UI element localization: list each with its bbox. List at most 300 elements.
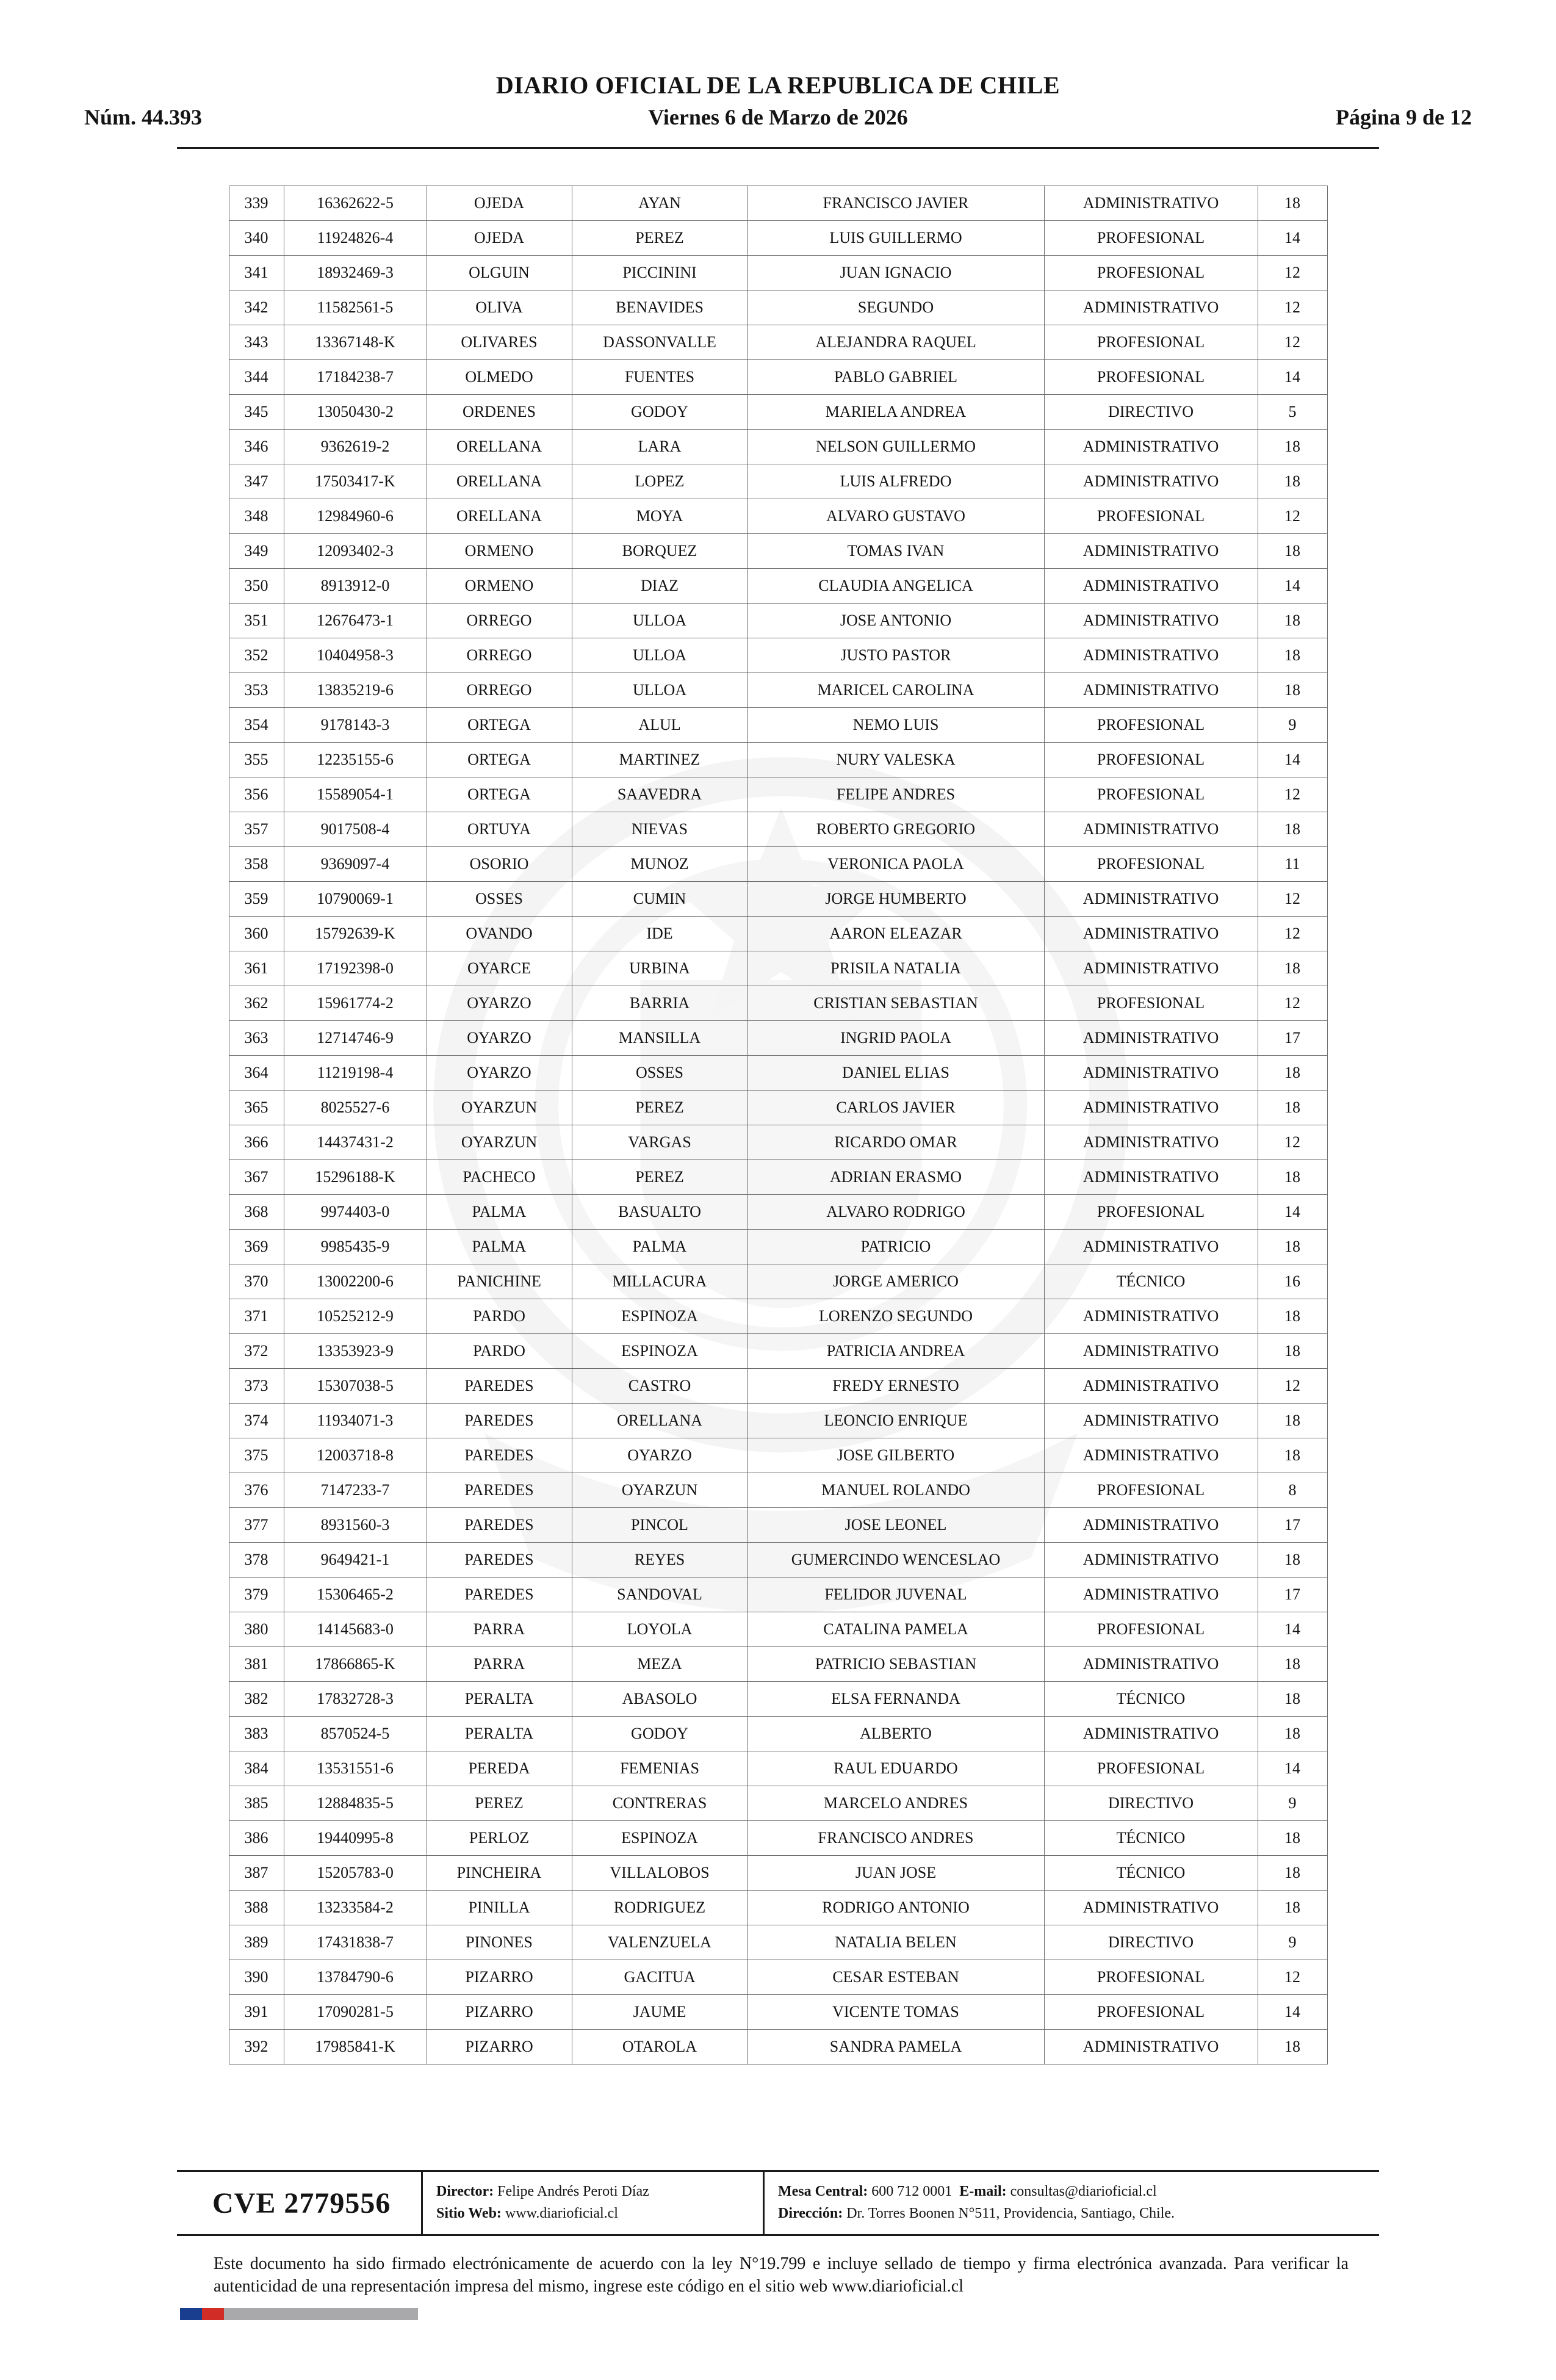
estamento: PROFESIONAL (1044, 360, 1258, 395)
rut: 9362619-2 (284, 430, 427, 464)
nombres: JUAN JOSE (747, 1856, 1044, 1891)
row-number: 381 (229, 1647, 284, 1682)
rut: 12235155-6 (284, 743, 427, 777)
apellido-materno: MEZA (572, 1647, 747, 1682)
nombres: FELIDOR JUVENAL (747, 1578, 1044, 1612)
apellido-paterno: ORDENES (427, 395, 572, 430)
estamento: ADMINISTRATIVO (1044, 1299, 1258, 1334)
apellido-paterno: PINONES (427, 1925, 572, 1960)
row-number: 358 (229, 847, 284, 882)
apellido-paterno: ORTEGA (427, 708, 572, 743)
estamento: ADMINISTRATIVO (1044, 1160, 1258, 1195)
grado: 18 (1258, 638, 1327, 673)
rut: 9649421-1 (284, 1543, 427, 1578)
row-number: 353 (229, 673, 284, 708)
flag-red-segment (202, 2308, 224, 2320)
page-number: Página 9 de 12 (1335, 105, 1472, 129)
table-row (229, 1717, 1327, 1751)
director-label: Director: (436, 2183, 494, 2200)
phone-value: 600 712 0001 (871, 2183, 953, 2200)
rut: 13002200-6 (284, 1264, 427, 1299)
apellido-materno: JAUME (572, 1995, 747, 2030)
row-number: 357 (229, 812, 284, 847)
grado: 16 (1258, 1264, 1327, 1299)
nombres: JOSE GILBERTO (747, 1438, 1044, 1473)
apellido-materno: LARA (572, 430, 747, 464)
rut: 17503417-K (284, 464, 427, 499)
row-number: 370 (229, 1264, 284, 1299)
grado: 14 (1258, 1195, 1327, 1230)
estamento: ADMINISTRATIVO (1044, 882, 1258, 917)
nombres: GUMERCINDO WENCESLAO (747, 1543, 1044, 1578)
grado: 14 (1258, 221, 1327, 256)
grado: 14 (1258, 360, 1327, 395)
grado: 12 (1258, 256, 1327, 290)
estamento: ADMINISTRATIVO (1044, 1021, 1258, 1056)
nombres: MARICEL CAROLINA (747, 673, 1044, 708)
row-number: 350 (229, 569, 284, 604)
apellido-materno: FUENTES (572, 360, 747, 395)
estamento: ADMINISTRATIVO (1044, 673, 1258, 708)
table-row (229, 569, 1327, 604)
nombres: LORENZO SEGUNDO (747, 1299, 1044, 1334)
apellido-paterno: PIZARRO (427, 1995, 572, 2030)
footer-contact-block (763, 2172, 1379, 2234)
email-value: consultas@diarioficial.cl (1010, 2183, 1157, 2200)
chile-flag-mark (180, 2308, 418, 2320)
director-value: Felipe Andrés Peroti Díaz (497, 2183, 649, 2200)
row-number: 368 (229, 1195, 284, 1230)
estamento: PROFESIONAL (1044, 256, 1258, 290)
estamento: ADMINISTRATIVO (1044, 1404, 1258, 1438)
estamento: ADMINISTRATIVO (1044, 2030, 1258, 2064)
rut: 9369097-4 (284, 847, 427, 882)
estamento: PROFESIONAL (1044, 1473, 1258, 1508)
estamento: ADMINISTRATIVO (1044, 1091, 1258, 1125)
nombres: CESAR ESTEBAN (747, 1960, 1044, 1995)
apellido-materno: BASUALTO (572, 1195, 747, 1230)
director-line (436, 2183, 757, 2201)
rut: 15792639-K (284, 917, 427, 951)
row-number: 343 (229, 325, 284, 360)
apellido-materno: IDE (572, 917, 747, 951)
apellido-paterno: ORMENO (427, 534, 572, 569)
nombres: PATRICIO SEBASTIAN (747, 1647, 1044, 1682)
rut: 9974403-0 (284, 1195, 427, 1230)
rut: 8570524-5 (284, 1717, 427, 1751)
apellido-paterno: PAREDES (427, 1508, 572, 1543)
apellido-paterno: PEREZ (427, 1786, 572, 1821)
grado: 17 (1258, 1578, 1327, 1612)
apellido-materno: ESPINOZA (572, 1299, 747, 1334)
apellido-materno: ULLOA (572, 604, 747, 638)
nombres: INGRID PAOLA (747, 1021, 1044, 1056)
estamento: ADMINISTRATIVO (1044, 1438, 1258, 1473)
nombres: ADRIAN ERASMO (747, 1160, 1044, 1195)
nombres: PATRICIO (747, 1230, 1044, 1264)
apellido-paterno: OYARZO (427, 1021, 572, 1056)
apellido-materno: CONTRERAS (572, 1786, 747, 1821)
nombres: SANDRA PAMELA (747, 2030, 1044, 2064)
apellido-paterno: PIZARRO (427, 1960, 572, 1995)
apellido-materno: VARGAS (572, 1125, 747, 1160)
row-number: 360 (229, 917, 284, 951)
apellido-paterno: ORTEGA (427, 743, 572, 777)
rut: 17832728-3 (284, 1682, 427, 1717)
apellido-paterno: PERALTA (427, 1682, 572, 1717)
apellido-paterno: ORELLANA (427, 499, 572, 534)
table-row (229, 430, 1327, 464)
rut: 13233584-2 (284, 1891, 427, 1925)
nombres: JOSE ANTONIO (747, 604, 1044, 638)
apellido-paterno: PAREDES (427, 1543, 572, 1578)
estamento: ADMINISTRATIVO (1044, 534, 1258, 569)
apellido-materno: REYES (572, 1543, 747, 1578)
estamento: DIRECTIVO (1044, 1925, 1258, 1960)
rut: 10790069-1 (284, 882, 427, 917)
rut: 15306465-2 (284, 1578, 427, 1612)
rut: 13050430-2 (284, 395, 427, 430)
rut: 9178143-3 (284, 708, 427, 743)
nombres: MANUEL ROLANDO (747, 1473, 1044, 1508)
table-row (229, 1160, 1327, 1195)
apellido-paterno: PERALTA (427, 1717, 572, 1751)
nombres: JORGE AMERICO (747, 1264, 1044, 1299)
row-number: 388 (229, 1891, 284, 1925)
row-number: 377 (229, 1508, 284, 1543)
rut: 12093402-3 (284, 534, 427, 569)
apellido-materno: PICCININI (572, 256, 747, 290)
apellido-materno: OTAROLA (572, 2030, 747, 2064)
estamento: ADMINISTRATIVO (1044, 186, 1258, 221)
rut: 12003718-8 (284, 1438, 427, 1473)
table-row (229, 708, 1327, 743)
estamento: ADMINISTRATIVO (1044, 1125, 1258, 1160)
table-row (229, 1960, 1327, 1995)
grado: 18 (1258, 1682, 1327, 1717)
estamento: ADMINISTRATIVO (1044, 812, 1258, 847)
page-header (0, 71, 1556, 149)
apellido-paterno: ORREGO (427, 673, 572, 708)
apellido-materno: PEREZ (572, 1160, 747, 1195)
row-number: 348 (229, 499, 284, 534)
nombres: CLAUDIA ANGELICA (747, 569, 1044, 604)
estamento: PROFESIONAL (1044, 1995, 1258, 2030)
table-row (229, 290, 1327, 325)
rut: 18932469-3 (284, 256, 427, 290)
apellido-paterno: PINILLA (427, 1891, 572, 1925)
nombres: ALVARO RODRIGO (747, 1195, 1044, 1230)
row-number: 342 (229, 290, 284, 325)
rut: 17431838-7 (284, 1925, 427, 1960)
row-number: 364 (229, 1056, 284, 1091)
nombres: CRISTIAN SEBASTIAN (747, 986, 1044, 1021)
legal-notice: Este documento ha sido firmado electrónicamente de acuerdo con la ley N°19.799 e incluye sellado de tiempo y firma electrónica avanzada. Para verificar la autenticidad de una representación impresa del mismo, ingrese este código en el sitio web www.diarioficial.cl (214, 2254, 1349, 2296)
rut: 12714746-9 (284, 1021, 427, 1056)
table-row (229, 1856, 1327, 1891)
rut: 10525212-9 (284, 1299, 427, 1334)
table-row (229, 360, 1327, 395)
apellido-materno: ORELLANA (572, 1404, 747, 1438)
grado: 18 (1258, 951, 1327, 986)
rut: 9985435-9 (284, 1230, 427, 1264)
apellido-materno: PEREZ (572, 1091, 747, 1125)
row-number: 340 (229, 221, 284, 256)
grado: 18 (1258, 1299, 1327, 1334)
apellido-materno: MILLACURA (572, 1264, 747, 1299)
apellido-materno: PINCOL (572, 1508, 747, 1543)
estamento: ADMINISTRATIVO (1044, 1508, 1258, 1543)
row-number: 351 (229, 604, 284, 638)
table-row (229, 1264, 1327, 1299)
apellido-materno: GODOY (572, 395, 747, 430)
apellido-materno: LOPEZ (572, 464, 747, 499)
rut: 19440995-8 (284, 1821, 427, 1856)
row-number: 365 (229, 1091, 284, 1125)
grado: 11 (1258, 847, 1327, 882)
nombres: FRANCISCO ANDRES (747, 1821, 1044, 1856)
estamento: PROFESIONAL (1044, 708, 1258, 743)
rut: 13353923-9 (284, 1334, 427, 1369)
nombres: FRANCISCO JAVIER (747, 186, 1044, 221)
row-number: 372 (229, 1334, 284, 1369)
website-value: www.diarioficial.cl (505, 2205, 618, 2221)
estamento: ADMINISTRATIVO (1044, 951, 1258, 986)
apellido-paterno: PACHECO (427, 1160, 572, 1195)
nombres: SEGUNDO (747, 290, 1044, 325)
grado: 18 (1258, 1091, 1327, 1125)
website-label: Sitio Web: (436, 2205, 502, 2221)
apellido-paterno: ORMENO (427, 569, 572, 604)
row-number: 367 (229, 1160, 284, 1195)
apellido-paterno: PIZARRO (427, 2030, 572, 2064)
estamento: PROFESIONAL (1044, 986, 1258, 1021)
website-line (436, 2205, 757, 2223)
table-row (229, 1751, 1327, 1786)
nombres: NELSON GUILLERMO (747, 430, 1044, 464)
rut: 15961774-2 (284, 986, 427, 1021)
rut: 15307038-5 (284, 1369, 427, 1404)
grado: 18 (1258, 1404, 1327, 1438)
table-row (229, 1091, 1327, 1125)
estamento: ADMINISTRATIVO (1044, 638, 1258, 673)
row-number: 363 (229, 1021, 284, 1056)
estamento: DIRECTIVO (1044, 395, 1258, 430)
apellido-paterno: OYARCE (427, 951, 572, 986)
rut: 17090281-5 (284, 1995, 427, 2030)
apellido-materno: SAAVEDRA (572, 777, 747, 812)
phone-email-line (778, 2183, 1373, 2201)
estamento: PROFESIONAL (1044, 499, 1258, 534)
row-number: 362 (229, 986, 284, 1021)
apellido-paterno: PAREDES (427, 1578, 572, 1612)
table-row (229, 325, 1327, 360)
table-row (229, 1021, 1327, 1056)
grado: 9 (1258, 1925, 1327, 1960)
grado: 9 (1258, 1786, 1327, 1821)
nombres: RICARDO OMAR (747, 1125, 1044, 1160)
nombres: FREDY ERNESTO (747, 1369, 1044, 1404)
row-number: 383 (229, 1717, 284, 1751)
apellido-paterno: PERLOZ (427, 1821, 572, 1856)
rut: 10404958-3 (284, 638, 427, 673)
grado: 18 (1258, 1891, 1327, 1925)
rut: 13367148-K (284, 325, 427, 360)
apellido-materno: PALMA (572, 1230, 747, 1264)
table-row (229, 1647, 1327, 1682)
grado: 18 (1258, 1056, 1327, 1091)
nombres: TOMAS IVAN (747, 534, 1044, 569)
apellido-paterno: ORELLANA (427, 430, 572, 464)
table-row (229, 1195, 1327, 1230)
table-row (229, 1056, 1327, 1091)
apellido-materno: OYARZO (572, 1438, 747, 1473)
row-number: 347 (229, 464, 284, 499)
rut: 7147233-7 (284, 1473, 427, 1508)
apellido-paterno: OLMEDO (427, 360, 572, 395)
row-number: 359 (229, 882, 284, 917)
table-row (229, 917, 1327, 951)
apellido-paterno: PAREDES (427, 1404, 572, 1438)
grado: 12 (1258, 1960, 1327, 1995)
grado: 18 (1258, 186, 1327, 221)
rut: 11924826-4 (284, 221, 427, 256)
row-number: 376 (229, 1473, 284, 1508)
rut: 16362622-5 (284, 186, 427, 221)
apellido-paterno: ORREGO (427, 638, 572, 673)
apellido-paterno: PARRA (427, 1647, 572, 1682)
grado: 18 (1258, 1160, 1327, 1195)
apellido-materno: VILLALOBOS (572, 1856, 747, 1891)
estamento: PROFESIONAL (1044, 847, 1258, 882)
estamento: PROFESIONAL (1044, 221, 1258, 256)
table-row (229, 604, 1327, 638)
estamento: ADMINISTRATIVO (1044, 1230, 1258, 1264)
apellido-materno: PEREZ (572, 221, 747, 256)
address-label: Dirección: (778, 2205, 843, 2221)
rut: 17866865-K (284, 1647, 427, 1682)
grado: 12 (1258, 325, 1327, 360)
nombres: ROBERTO GREGORIO (747, 812, 1044, 847)
estamento: ADMINISTRATIVO (1044, 1717, 1258, 1751)
apellido-materno: OSSES (572, 1056, 747, 1091)
table-row (229, 1682, 1327, 1717)
apellido-materno: ABASOLO (572, 1682, 747, 1717)
apellido-paterno: ORELLANA (427, 464, 572, 499)
grado: 12 (1258, 777, 1327, 812)
header-divider (177, 147, 1379, 149)
row-number: 385 (229, 1786, 284, 1821)
estamento: ADMINISTRATIVO (1044, 1891, 1258, 1925)
apellido-paterno: OYARZUN (427, 1125, 572, 1160)
apellido-materno: OYARZUN (572, 1473, 747, 1508)
table-row (229, 777, 1327, 812)
rut: 13835219-6 (284, 673, 427, 708)
nombres: NEMO LUIS (747, 708, 1044, 743)
rut: 15296188-K (284, 1160, 427, 1195)
table-row (229, 221, 1327, 256)
nombres: PRISILA NATALIA (747, 951, 1044, 986)
apellido-paterno: PARDO (427, 1334, 572, 1369)
apellido-paterno: PARDO (427, 1299, 572, 1334)
row-number: 371 (229, 1299, 284, 1334)
apellido-paterno: OLIVA (427, 290, 572, 325)
apellido-paterno: PAREDES (427, 1438, 572, 1473)
grado: 12 (1258, 1369, 1327, 1404)
row-number: 375 (229, 1438, 284, 1473)
estamento: ADMINISTRATIVO (1044, 1543, 1258, 1578)
estamento: PROFESIONAL (1044, 1195, 1258, 1230)
estamento: ADMINISTRATIVO (1044, 290, 1258, 325)
nombres: JORGE HUMBERTO (747, 882, 1044, 917)
address-line (778, 2205, 1373, 2223)
grado: 12 (1258, 917, 1327, 951)
address-value: Dr. Torres Boonen N°511, Providencia, Santiago, Chile. (846, 2205, 1175, 2221)
row-number: 379 (229, 1578, 284, 1612)
rut: 15205783-0 (284, 1856, 427, 1891)
table-row (229, 1508, 1327, 1543)
table-row (229, 1891, 1327, 1925)
estamento: PROFESIONAL (1044, 325, 1258, 360)
phone-label: Mesa Central: (778, 2183, 868, 2200)
grado: 17 (1258, 1508, 1327, 1543)
nombres: RODRIGO ANTONIO (747, 1891, 1044, 1925)
estamento: PROFESIONAL (1044, 743, 1258, 777)
grado: 14 (1258, 1612, 1327, 1647)
apellido-materno: MANSILLA (572, 1021, 747, 1056)
nombres: AARON ELEAZAR (747, 917, 1044, 951)
table-row (229, 951, 1327, 986)
grado: 9 (1258, 708, 1327, 743)
row-number: 387 (229, 1856, 284, 1891)
row-number: 378 (229, 1543, 284, 1578)
table-row (229, 743, 1327, 777)
grado: 18 (1258, 1543, 1327, 1578)
nombres: ALBERTO (747, 1717, 1044, 1751)
apellido-paterno: OYARZO (427, 1056, 572, 1091)
grado: 12 (1258, 882, 1327, 917)
row-number: 346 (229, 430, 284, 464)
apellido-materno: SANDOVAL (572, 1578, 747, 1612)
apellido-materno: GACITUA (572, 1960, 747, 1995)
apellido-materno: RODRIGUEZ (572, 1891, 747, 1925)
row-number: 341 (229, 256, 284, 290)
apellido-paterno: PARRA (427, 1612, 572, 1647)
apellido-materno: URBINA (572, 951, 747, 986)
nombres: LUIS ALFREDO (747, 464, 1044, 499)
row-number: 339 (229, 186, 284, 221)
nombres: ALVARO GUSTAVO (747, 499, 1044, 534)
apellido-paterno: PANICHINE (427, 1264, 572, 1299)
table-row (229, 1543, 1327, 1578)
apellido-materno: FEMENIAS (572, 1751, 747, 1786)
table-row (229, 1925, 1327, 1960)
apellido-materno: BARRIA (572, 986, 747, 1021)
rut: 14437431-2 (284, 1125, 427, 1160)
grado: 18 (1258, 812, 1327, 847)
nombres: MARCELO ANDRES (747, 1786, 1044, 1821)
apellido-paterno: PAREDES (427, 1473, 572, 1508)
grado: 17 (1258, 1021, 1327, 1056)
apellido-materno: ESPINOZA (572, 1334, 747, 1369)
apellido-paterno: OYARZUN (427, 1091, 572, 1125)
page-title: DIARIO OFICIAL DE LA REPUBLICA DE CHILE (495, 71, 1061, 99)
estamento: TÉCNICO (1044, 1856, 1258, 1891)
grado: 14 (1258, 1751, 1327, 1786)
nombres: JUSTO PASTOR (747, 638, 1044, 673)
email-label: E-mail: (959, 2183, 1007, 2200)
row-number: 390 (229, 1960, 284, 1995)
